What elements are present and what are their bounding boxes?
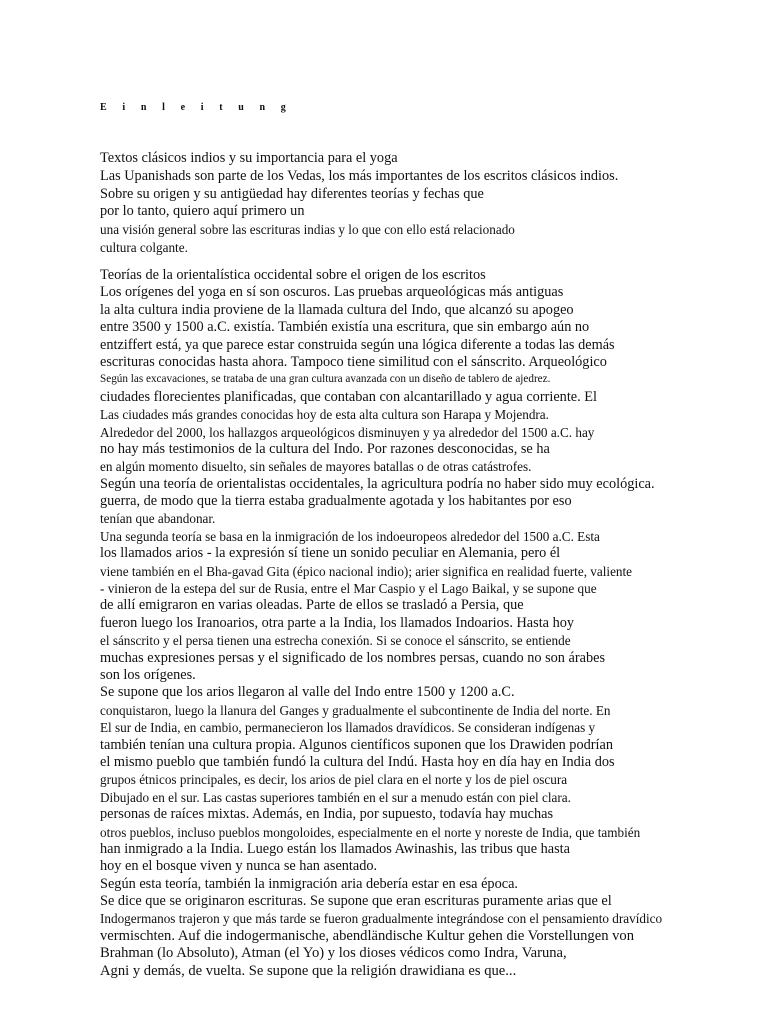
text-line: hoy en el bosque viven y nunca se han asentado. — [100, 858, 378, 875]
text-line: escrituras conocidas hasta ahora. Tampoco tiene similitud con el sánscrito. Arqueológico — [100, 353, 607, 370]
text-line: por lo tanto, quiero aquí primero un — [100, 203, 305, 220]
text-line: también tenían una cultura propia. Algunos científicos suponen que los Drawiden podrían — [100, 736, 613, 753]
text-line: fueron luego los Iranoarios, otra parte a la India, los llamados Indoarios. Hasta hoy — [100, 614, 575, 631]
text-line: han inmigrado a la India. Luego están los llamados Awinashis, las tribus que hasta — [100, 840, 570, 857]
text-line: Brahman (lo Absoluto), Atman (el Yo) y los dioses védicos como Indra, Varuna, — [100, 945, 567, 962]
intro-paragraph — [100, 150, 700, 257]
text-line: una visión general sobre las escrituras indias y lo que con ello está relacionado — [100, 222, 515, 237]
text-line: Una segunda teoría se basa en la inmigración de los indoeuropeos alrededor del 1500 a.C. Esta — [100, 528, 600, 544]
text-line: Alrededor del 2000, los hallazgos arqueológicos disminuyen y ya alrededor del 1500 a.C. hay — [100, 424, 595, 440]
text-line: ciudades florecientes planificadas, que contaban con alcantarillado y agua corriente. El — [100, 388, 597, 405]
text-line: la alta cultura india proviene de la llamada cultura del Indo, que alcanzó su apogeo — [100, 301, 574, 318]
text-line: Se supone que los arios llegaron al valle del Indo entre 1500 y 1200 a.C. — [100, 684, 515, 701]
text-line: cultura colgante. — [100, 239, 188, 255]
text-line: Según esta teoría, también la inmigración aria debería estar en esa época. — [100, 875, 518, 892]
text-line: Los orígenes del yoga en sí son oscuros. Las pruebas arqueológicas más antiguas — [100, 284, 564, 301]
text-line: no hay más testimonios de la cultura del Indo. Por razones desconocidas, se ha — [100, 440, 550, 457]
text-line: Según las excavaciones, se trataba de una gran cultura avanzada con un diseño de tablero de ajedrez. — [100, 373, 551, 386]
text-line: de allí emigraron en varias oleadas. Parte de ellos se trasladó a Persia, que — [100, 597, 524, 614]
text-line: los llamados arios - la expresión sí tiene un sonido peculiar en Alemania, pero él — [100, 545, 561, 562]
text-line: Las Upanishads son parte de los Vedas, los más importantes de los escritos clásicos indios. — [100, 167, 619, 184]
text-line: - vinieron de la estepa del sur de Rusia, entre el Mar Caspio y el Lago Baikal, y se supone que — [100, 581, 597, 597]
text-line: viene también en el Bha-gavad Gita (épico nacional indio); arier significa en realidad fuerte, valiente — [100, 563, 633, 579]
text-line: Dibujado en el sur. Las castas superiores también en el sur a menudo están con piel clara. — [100, 789, 571, 805]
text-line: Sobre su origen y su antigüedad hay diferentes teorías y fechas que — [100, 185, 484, 202]
text-line: Textos clásicos indios y su importancia para el yoga — [100, 150, 398, 166]
theories-section — [100, 267, 700, 980]
text-line: grupos étnicos principales, es decir, los arios de piel clara en el norte y los de piel oscura — [100, 772, 568, 788]
text-line: el mismo pueblo que también fundó la cultura del Indú. Hasta hoy en día hay en India dos — [100, 753, 615, 770]
text-line: entziffert está, ya que parece estar construida según una lógica diferente a todas las demás — [100, 336, 615, 353]
text-line: Indogermanos trajeron y que más tarde se fueron gradualmente integrándose con el pensamiento dravídico — [100, 911, 663, 927]
text-line: personas de raíces mixtas. Además, en India, por supuesto, todavía hay muchas — [100, 806, 554, 823]
text-line: Las ciudades más grandes conocidas hoy de esta alta cultura son Harapa y Mojendra. — [100, 407, 549, 423]
text-line: en algún momento disuelto, sin señales de mayores batallas o de otras catástrofes. — [100, 459, 532, 475]
text-line: guerra, de modo que la tierra estaba gradualmente agotada y los habitantes por eso — [100, 493, 572, 510]
text-line: Teorías de la orientalística occidental sobre el origen de los escritos — [100, 267, 486, 283]
text-line: tenían que abandonar. — [100, 511, 216, 527]
text-line: el sánscrito y el persa tienen una estrecha conexión. Si se conoce el sánscrito, se entiende — [100, 633, 571, 649]
text-line: entre 3500 y 1500 a.C. existía. También existía una escritura, que sin embargo aún no — [100, 319, 590, 336]
text-line: conquistaron, luego la llanura del Ganges y gradualmente el subcontinente de India del norte. En — [100, 702, 611, 718]
text-line: vermischten. Auf die indogermanische, abendländische Kultur gehen die Vorstellungen von — [100, 927, 635, 944]
text-line: Se dice que se originaron escrituras. Se supone que eran escrituras puramente arias que el — [100, 893, 612, 910]
chapter-heading: E i n l e i t u n g — [100, 102, 293, 113]
text-line: muchas expresiones persas y el significado de los nombres persas, cuando no son árabes — [100, 649, 606, 666]
text-line: Agni y demás, de vuelta. Se supone que la religión drawidiana es que... — [100, 962, 517, 979]
text-line: otros pueblos, incluso pueblos mongoloides, especialmente en el norte y noreste de India, que también — [100, 824, 641, 840]
text-line: El sur de India, en cambio, permanecieron los llamados dravídicos. Se consideran indígenas y — [100, 720, 596, 736]
text-line: son los orígenes. — [100, 666, 196, 683]
text-line: Según una teoría de orientalistas occidentales, la agricultura podría no haber sido muy ecológica. — [100, 475, 655, 492]
